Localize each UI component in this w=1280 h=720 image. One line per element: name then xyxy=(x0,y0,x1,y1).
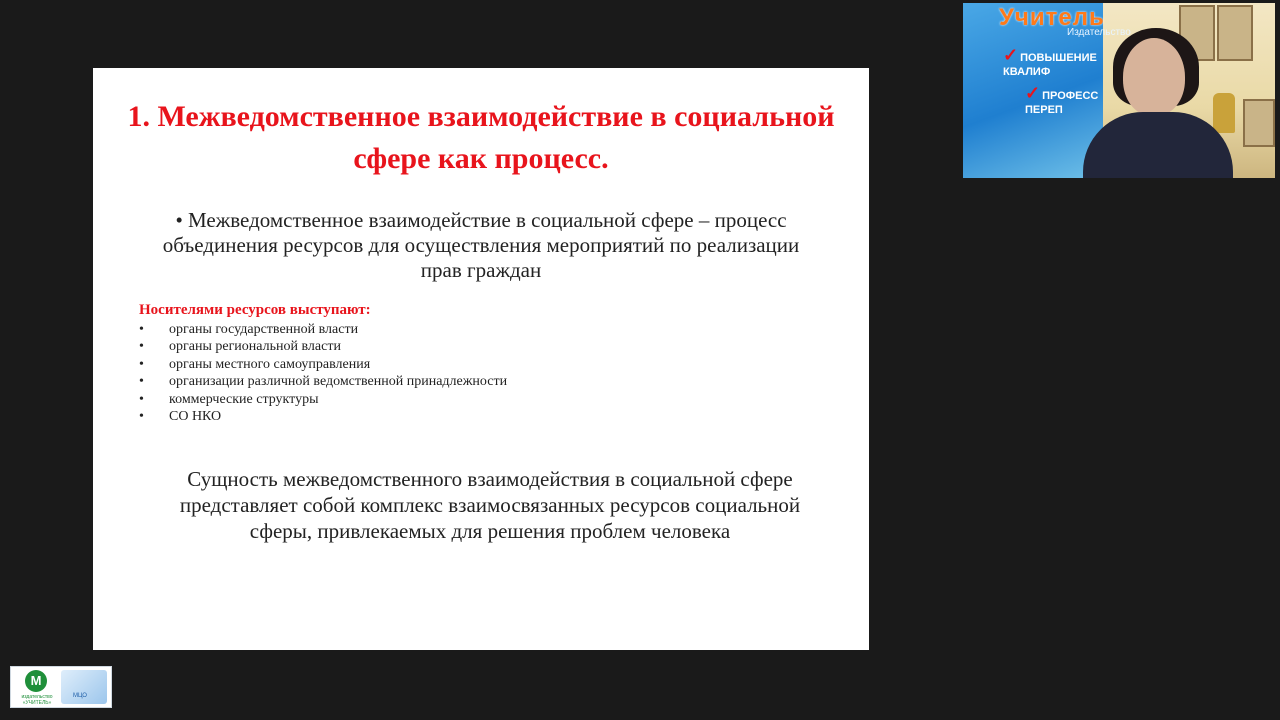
check-icon: ✓ xyxy=(1003,45,1019,65)
emblem-icon: М xyxy=(25,670,47,692)
carriers-heading: Носителями ресурсов выступают: xyxy=(139,302,371,318)
slide-title: 1. Межведомственное взаимодействие в социальной сфере как процесс. xyxy=(127,100,835,175)
presenter-body xyxy=(1083,112,1233,178)
banner-subtitle: Издательство xyxy=(1067,27,1131,38)
list-item: • СО НКО xyxy=(139,408,739,426)
logo-map-label: МЦО xyxy=(73,693,87,699)
logo-text: издательство «УЧИТЕЛЬ» xyxy=(21,694,53,706)
list-item: • органы государственной власти xyxy=(139,321,739,339)
list-item: • организации различной ведомственной принадлежности xyxy=(139,373,739,391)
list-item: • органы региональной власти xyxy=(139,338,739,356)
webcam-video xyxy=(963,3,1275,178)
presentation-slide xyxy=(93,68,869,650)
essence-paragraph: Сущность межведомственного взаимодействия в социальной сфере представляет собой комплекс взаимосвязанных ресурсов социальной сферы, привлекаемых для решения проблем человека xyxy=(179,467,801,543)
list-item: • коммерческие структуры xyxy=(139,391,739,409)
carriers-list xyxy=(139,321,739,426)
list-item: • органы местного самоуправления xyxy=(139,356,739,374)
publisher-banner xyxy=(963,3,1131,178)
banner-line-1: ✓ ПОВЫШЕНИЕ КВАЛИФ xyxy=(1003,45,1097,78)
wall-frame xyxy=(1243,99,1275,147)
presenter xyxy=(1083,28,1233,178)
check-icon: ✓ xyxy=(1025,83,1041,103)
banner-brand: Учитель xyxy=(999,4,1105,31)
definition-bullet: • Межведомственное взаимодействие в социальной сфере – процесс объединения ресурсов для осуществления мероприятий по реализации прав граждан xyxy=(162,208,800,282)
publisher-logo xyxy=(10,666,112,708)
presenter-face xyxy=(1123,38,1185,116)
resource-carriers xyxy=(139,302,739,426)
banner-line-2: ✓ ПРОФЕСС ПЕРЕП xyxy=(1025,83,1099,116)
